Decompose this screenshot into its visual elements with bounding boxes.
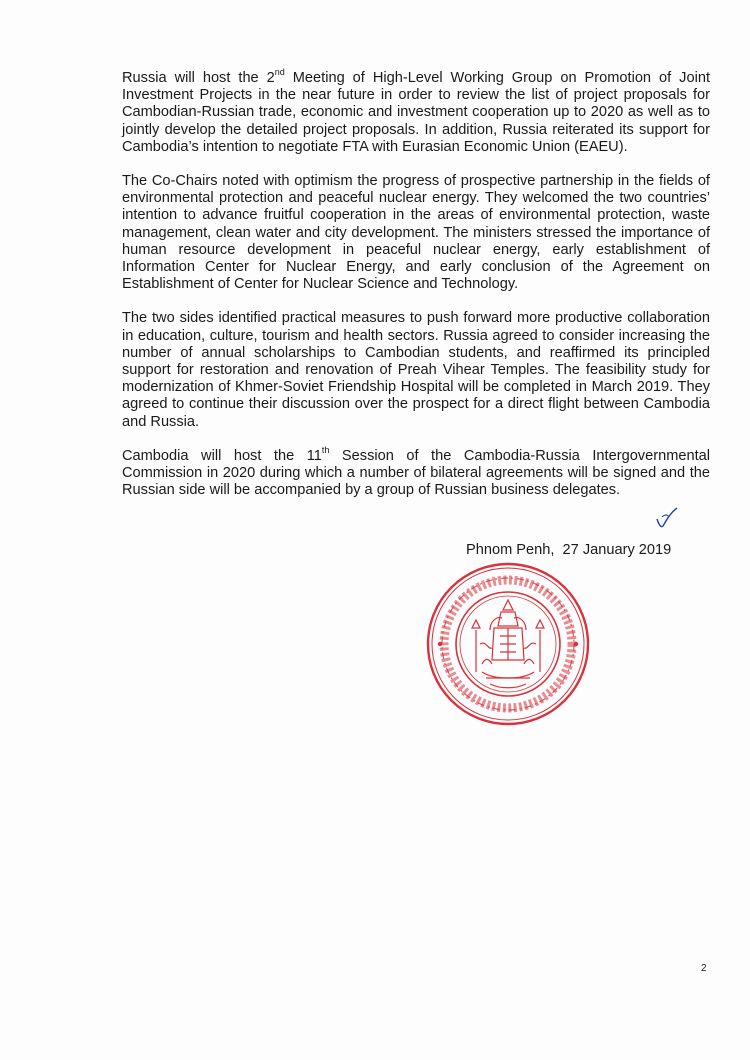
paragraph-nuclear-energy: The Co-Chairs noted with optimism the progress of prospective partnership in the fields of environmental protection and peaceful nuclear energy. They welcomed the two countries’ intention to advance fruitful cooperation in the areas of environmental protection, waste management, clean water and city development. The ministers stressed the importance of human resource development in peaceful nuclear energy, early establishment of Information Center for Nuclear Energy, and early conclusion of the Agreement on Establishment of Center for Nuclear Science and Technology.	[122, 173, 710, 293]
paragraph-intergovernmental-commission	[122, 445, 710, 500]
ordinal-suffix: th	[321, 445, 330, 455]
paragraph-text: Cambodia will host the 11	[122, 447, 322, 464]
paragraph-text: Russia will host the 2	[122, 70, 275, 86]
paragraph-working-group	[122, 67, 710, 156]
paragraph-text: Session of the Cambodia-Russia Intergovernmental Commission in 2020 during which a number of bilateral agreements will be signed and the Russian side will be accompanied by a group of Russian business delegates.	[122, 447, 710, 499]
place-and-date: Phnom Penh, 27 January 2019	[466, 542, 672, 558]
initial-signature-icon	[654, 505, 680, 531]
ordinal-suffix: nd	[274, 67, 285, 78]
paragraph-text: Meeting of High-Level Working Group on Promotion of Joint Investment Projects in the near future in order to review the list of project proposals for Cambodian-Russian trade, economic and investment cooperation up to 2020 as well as to jointly develop the detailed project proposals. In addition, Russia reiterated its support for Cambodia’s intention to negotiate FTA with Eurasian Economic Union (EAEU).	[122, 70, 710, 155]
document-body	[122, 67, 710, 516]
paragraph-education-culture: The two sides identified practical measures to push forward more productive collaboration in education, culture, tourism and health sectors. Russia agreed to consider increasing the number of annual scholarships to Cambodian students, and reaffirmed its principled support for restoration and renovation of Preah Vihear Temples. The feasibility study for modernization of Khmer-Soviet Friendship Hospital will be completed in March 2019. They agreed to continue their discussion over the prospect for a direct flight between Cambodia and Russia.	[122, 310, 710, 430]
official-seal-icon	[424, 560, 592, 728]
page-number: 2	[701, 963, 707, 974]
